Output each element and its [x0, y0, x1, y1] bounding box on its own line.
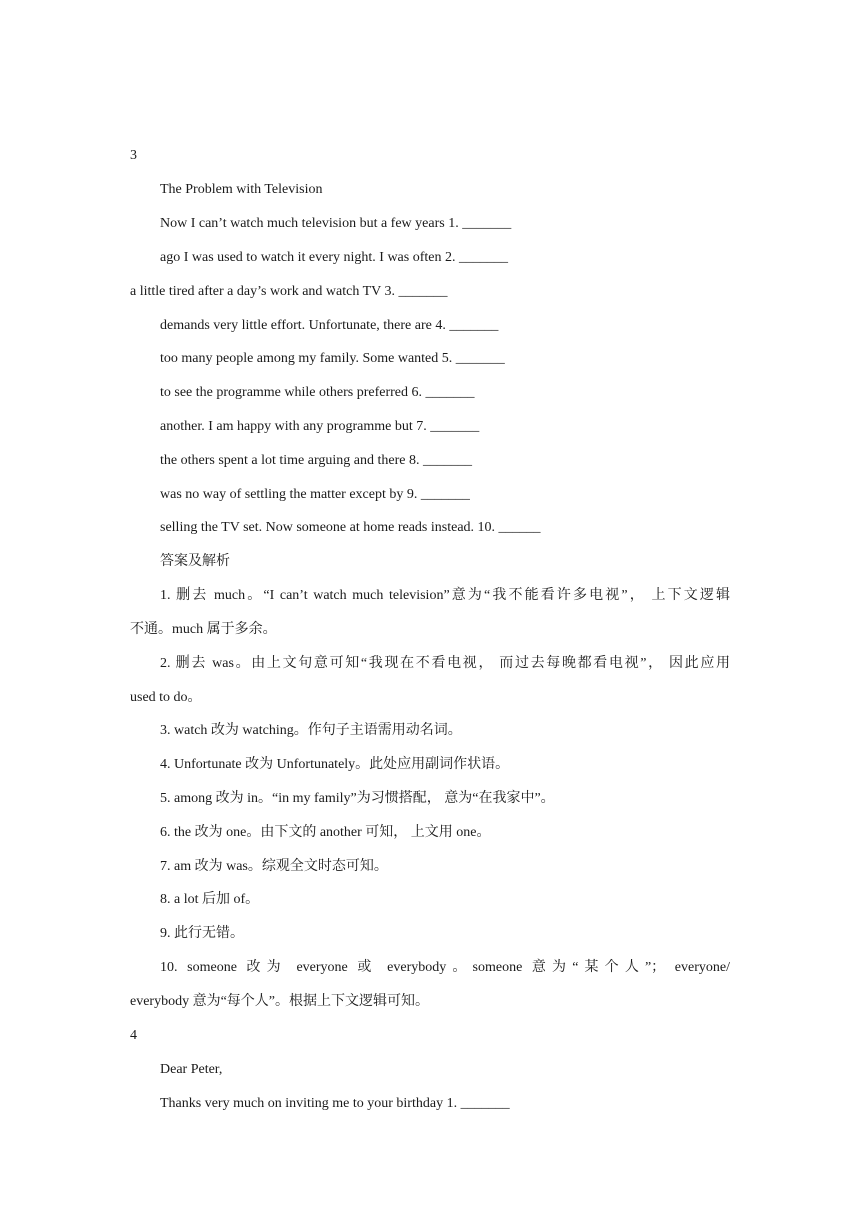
passage-line: another. I am happy with any programme but 7. _______: [160, 419, 480, 434]
answer-7: 7. am 改为 was。综观全文时态可知。: [160, 859, 388, 874]
answer-3: 3. watch 改为 watching。作句子主语需用动名词。: [160, 723, 462, 738]
answer-2-line-1: 2. 删去 was。由上文句意可知“我现在不看电视， 而过去每晚都看电视”， 因此应用: [160, 656, 730, 671]
answer-9: 9. 此行无错。: [160, 926, 244, 941]
answer-10-line-1: 10. someone 改为 everyone 或 everybody。someone 意为“某个人”； everyone/: [160, 960, 730, 975]
answer-1-line-2: 不通。much 属于多余。: [130, 622, 277, 637]
passage-line: Thanks very much on inviting me to your birthday 1. _______: [160, 1096, 510, 1111]
section-number: 4: [130, 1028, 137, 1043]
passage-title: The Problem with Television: [160, 182, 323, 197]
passage-line: a little tired after a day’s work and watch TV 3. _______: [130, 284, 448, 299]
passage-line: was no way of settling the matter except by 9. _______: [160, 487, 470, 502]
letter-greeting: Dear Peter,: [160, 1062, 223, 1077]
passage-line: Now I can’t watch much television but a few years 1. _______: [160, 216, 512, 231]
passage-line: selling the TV set. Now someone at home reads instead. 10. ______: [160, 520, 541, 535]
section-number: 3: [130, 148, 137, 163]
passage-line: the others spent a lot time arguing and there 8. _______: [160, 453, 472, 468]
answer-heading: 答案及解析: [160, 554, 230, 569]
answer-2-line-2: used to do。: [130, 690, 202, 705]
answer-10-line-2: everybody 意为“每个人”。根据上下文逻辑可知。: [130, 994, 430, 1009]
answer-4: 4. Unfortunate 改为 Unfortunately。此处应用副词作状语。: [160, 757, 510, 772]
passage-line: ago I was used to watch it every night. I was often 2. _______: [160, 250, 508, 265]
passage-line: too many people among my family. Some wanted 5. _______: [160, 351, 505, 366]
answer-8: 8. a lot 后加 of。: [160, 892, 260, 907]
answer-5: 5. among 改为 in。“in my family”为习惯搭配， 意为“在我家中”。: [160, 791, 555, 806]
passage-line: to see the programme while others preferred 6. _______: [160, 385, 475, 400]
answer-6: 6. the 改为 one。由下文的 another 可知， 上文用 one。: [160, 825, 491, 840]
answer-1-line-1: 1. 删去 much。“I can’t watch much television”意为“我不能看许多电视”， 上下文逻辑: [160, 588, 730, 603]
passage-line: demands very little effort. Unfortunate, there are 4. _______: [160, 318, 499, 333]
